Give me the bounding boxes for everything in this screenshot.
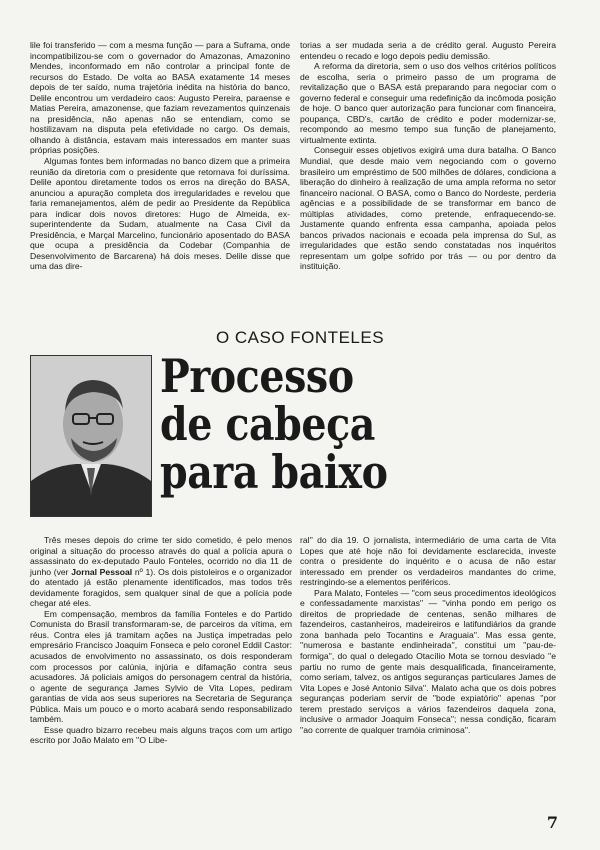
page-number: 7: [546, 813, 558, 832]
column-bottom-left: [30, 535, 292, 746]
column-top-right: [300, 40, 556, 272]
column-top-left: [30, 40, 290, 272]
paragraph-text: Três meses depois do crime ter sido cometido, é pelo menos original a situação do processo através do qual a polícia apura o assassinato do ex-deputado Paulo Fonteles, ocorrido no dia 11 de junho (ver: [30, 535, 292, 577]
paragraph: Algumas fontes bem informadas no banco dizem que a primeira reunião da diretoria com o presidente que retornava foi duríssima. Delile apontou diretamente todos os erros na direção do BASA, anunciou a apuração completa dos irregularidades e revelou que faria remanejamentos, além de pedir ao Presidente da República para indicar dois novos diretores: Hugo de Almeida, ex-superintendente da Sudam, atualmente na Casa Civil da Presidência, e Marçal Marcelino, funcionário aposentado do BASA que ocupa a presidência da Codebar (Companhia de Desenvolvimento de Barcarena) há dois meses. Delile disse que uma das dire-: [30, 156, 290, 272]
headline-line: para baixo: [160, 445, 388, 499]
paragraph: [30, 535, 292, 609]
paragraph: Para Malato, Fonteles — ''com seus procedimentos ideológicos e confessadamente marxistas'' — ''vinha pondo em perigo os direitos de propriedade de centenas, senão milhares de fazendeiros, castanheiros, madeireiros e latifundiários da grande zona banhada pelo Tocantins e Araguaia''. Mas essa gente, ''numerosa e bastante endinheirada'', constitui um ''pau-de-formiga'', do qual o delegado Otacílio Mota se tornou desviado ''e partiu no rumo de gente mais desqualificada, financeiramente, como seriam, talvez, os antigos seguranças particulares James de Vita Lopes e José Antonio Silva''. Malato acha que os dois pobres seguranças poderiam servir de ''bode expiatório'' apenas ''por terem prestado serviços a vários fazendeiros daquela zona, inclusive o armador Joaquim Fonseca''; nessa condição, ficaram ''ao corrente de qualquer tramóia criminosa''.: [300, 587, 556, 735]
paragraph: A reforma da diretoria, sem o uso dos velhos critérios políticos de escolha, seria o primeiro passo de um programa de revitalização que o BASA está preparando para negociar com o governo federal e conseguir uma redefinição da incômoda posição de hoje. O banco quer autorização para funcionar com financeira, poupança, CBD's, cartão de crédito e poder modernizar-se, recompondo ao mesmo tempo sua função de planejamento, virtualmente extinta.: [300, 61, 556, 145]
paragraph: ral'' do dia 19. O jornalista, intermediário de uma carta de Vita Lopes que até hoje não foi devidamente esclarecida, investe contra o presidente do inquérito e o acusa de não estar interessado em prender os verdadeiros mandantes do crime, restringindo-se a elementos periféricos.: [300, 535, 556, 588]
paragraph-text: nº 1). Os dois pistoleiros e o organizador do atentado já estão plenamente identificados, mas todos três devidamente foragidos, sem qualquer sinal de que a polícia pode chegar até eles.: [30, 566, 292, 609]
article-kicker: O CASO FONTELES: [215, 328, 385, 347]
portrait-illustration: [31, 356, 151, 516]
headline-line: Processo: [160, 349, 354, 403]
portrait-photo-icon: [30, 355, 152, 517]
paragraph: Em compensação, membros da família Fonteles e do Partido Comunista do Brasil transformaram-se, de parceiros da vítima, em réus. Contra eles já tramitam ações na Justiça impetradas pelo empresário Francisco Joaquim Fonseca e pelo coronel Eddil Castor: acusados de envolvimento no assassinato, os dois responderam com processos por calúnia, injúria e difamação contra seus acusadores. Já policiais amigos do personagem central da história, o agente de segurança James Sylvio de Vita Lopes, pediram garantias de vida aos seus superiores na Secretaria de Segurança Pública. Mais um pouco e o morto acabará sendo responsabilizado também.: [30, 608, 292, 725]
column-bottom-right: [300, 535, 556, 735]
article-headline: [160, 349, 521, 499]
headline-line: de cabeça: [160, 397, 376, 451]
paragraph: Esse quadro bizarro recebeu mais alguns traços com um artigo escrito por João Malato em ''O Libe-: [30, 724, 292, 746]
paragraph: torias a ser mudada seria a de crédito geral. Augusto Pereira entendeu o recado e logo depois pediu demissão.: [300, 40, 556, 61]
paragraph: Conseguir esses objetivos exigirá uma dura batalha. O Banco Mundial, que desde maio vem negociando com o governo brasileiro um empréstimo de 500 milhões de dólares, condiciona a liberação do dinheiro à realização de uma ampla reforma no setor financeiro nacional. O BASA, como o Banco do Nordeste, perderia agências e a possibilidade de se transformar em banco de múltiplas atividades, como pretende, enfraquecendo-se. Justamente quando enfrenta essa campanha, apoiada pelos bancos privados nacionais e ecoada pela imprensa do Sul, as irregularidades que estão sendo constatadas nos inquéritos representam um golpe sofrido por trás — ou por dentro da instituição.: [300, 145, 556, 272]
publication-reference: Jornal Pessoal: [71, 566, 133, 577]
paragraph: lile foi transferido — com a mesma função — para a Suframa, onde incompatibilizou-se com o governador do Amazonas, Amazonino Mendes, inconformado em não controlar a principal fonte de recursos do Estado. De volta ao BASA exatamente 14 meses depois de ter saído, numa trajetória inédita na história do banco, Delile encontrou um verdadeiro caos: Augusto Pereira, paraense e Matias Pereira, amazonense, que faziam revezamentos quinzenais na presidência, não apenas não se entendiam, como se hostilizavam na disputa pela efetividade no cargo. Os demais, olhando à distância, estavam mais interessados em manter suas próprias posições.: [30, 40, 290, 156]
